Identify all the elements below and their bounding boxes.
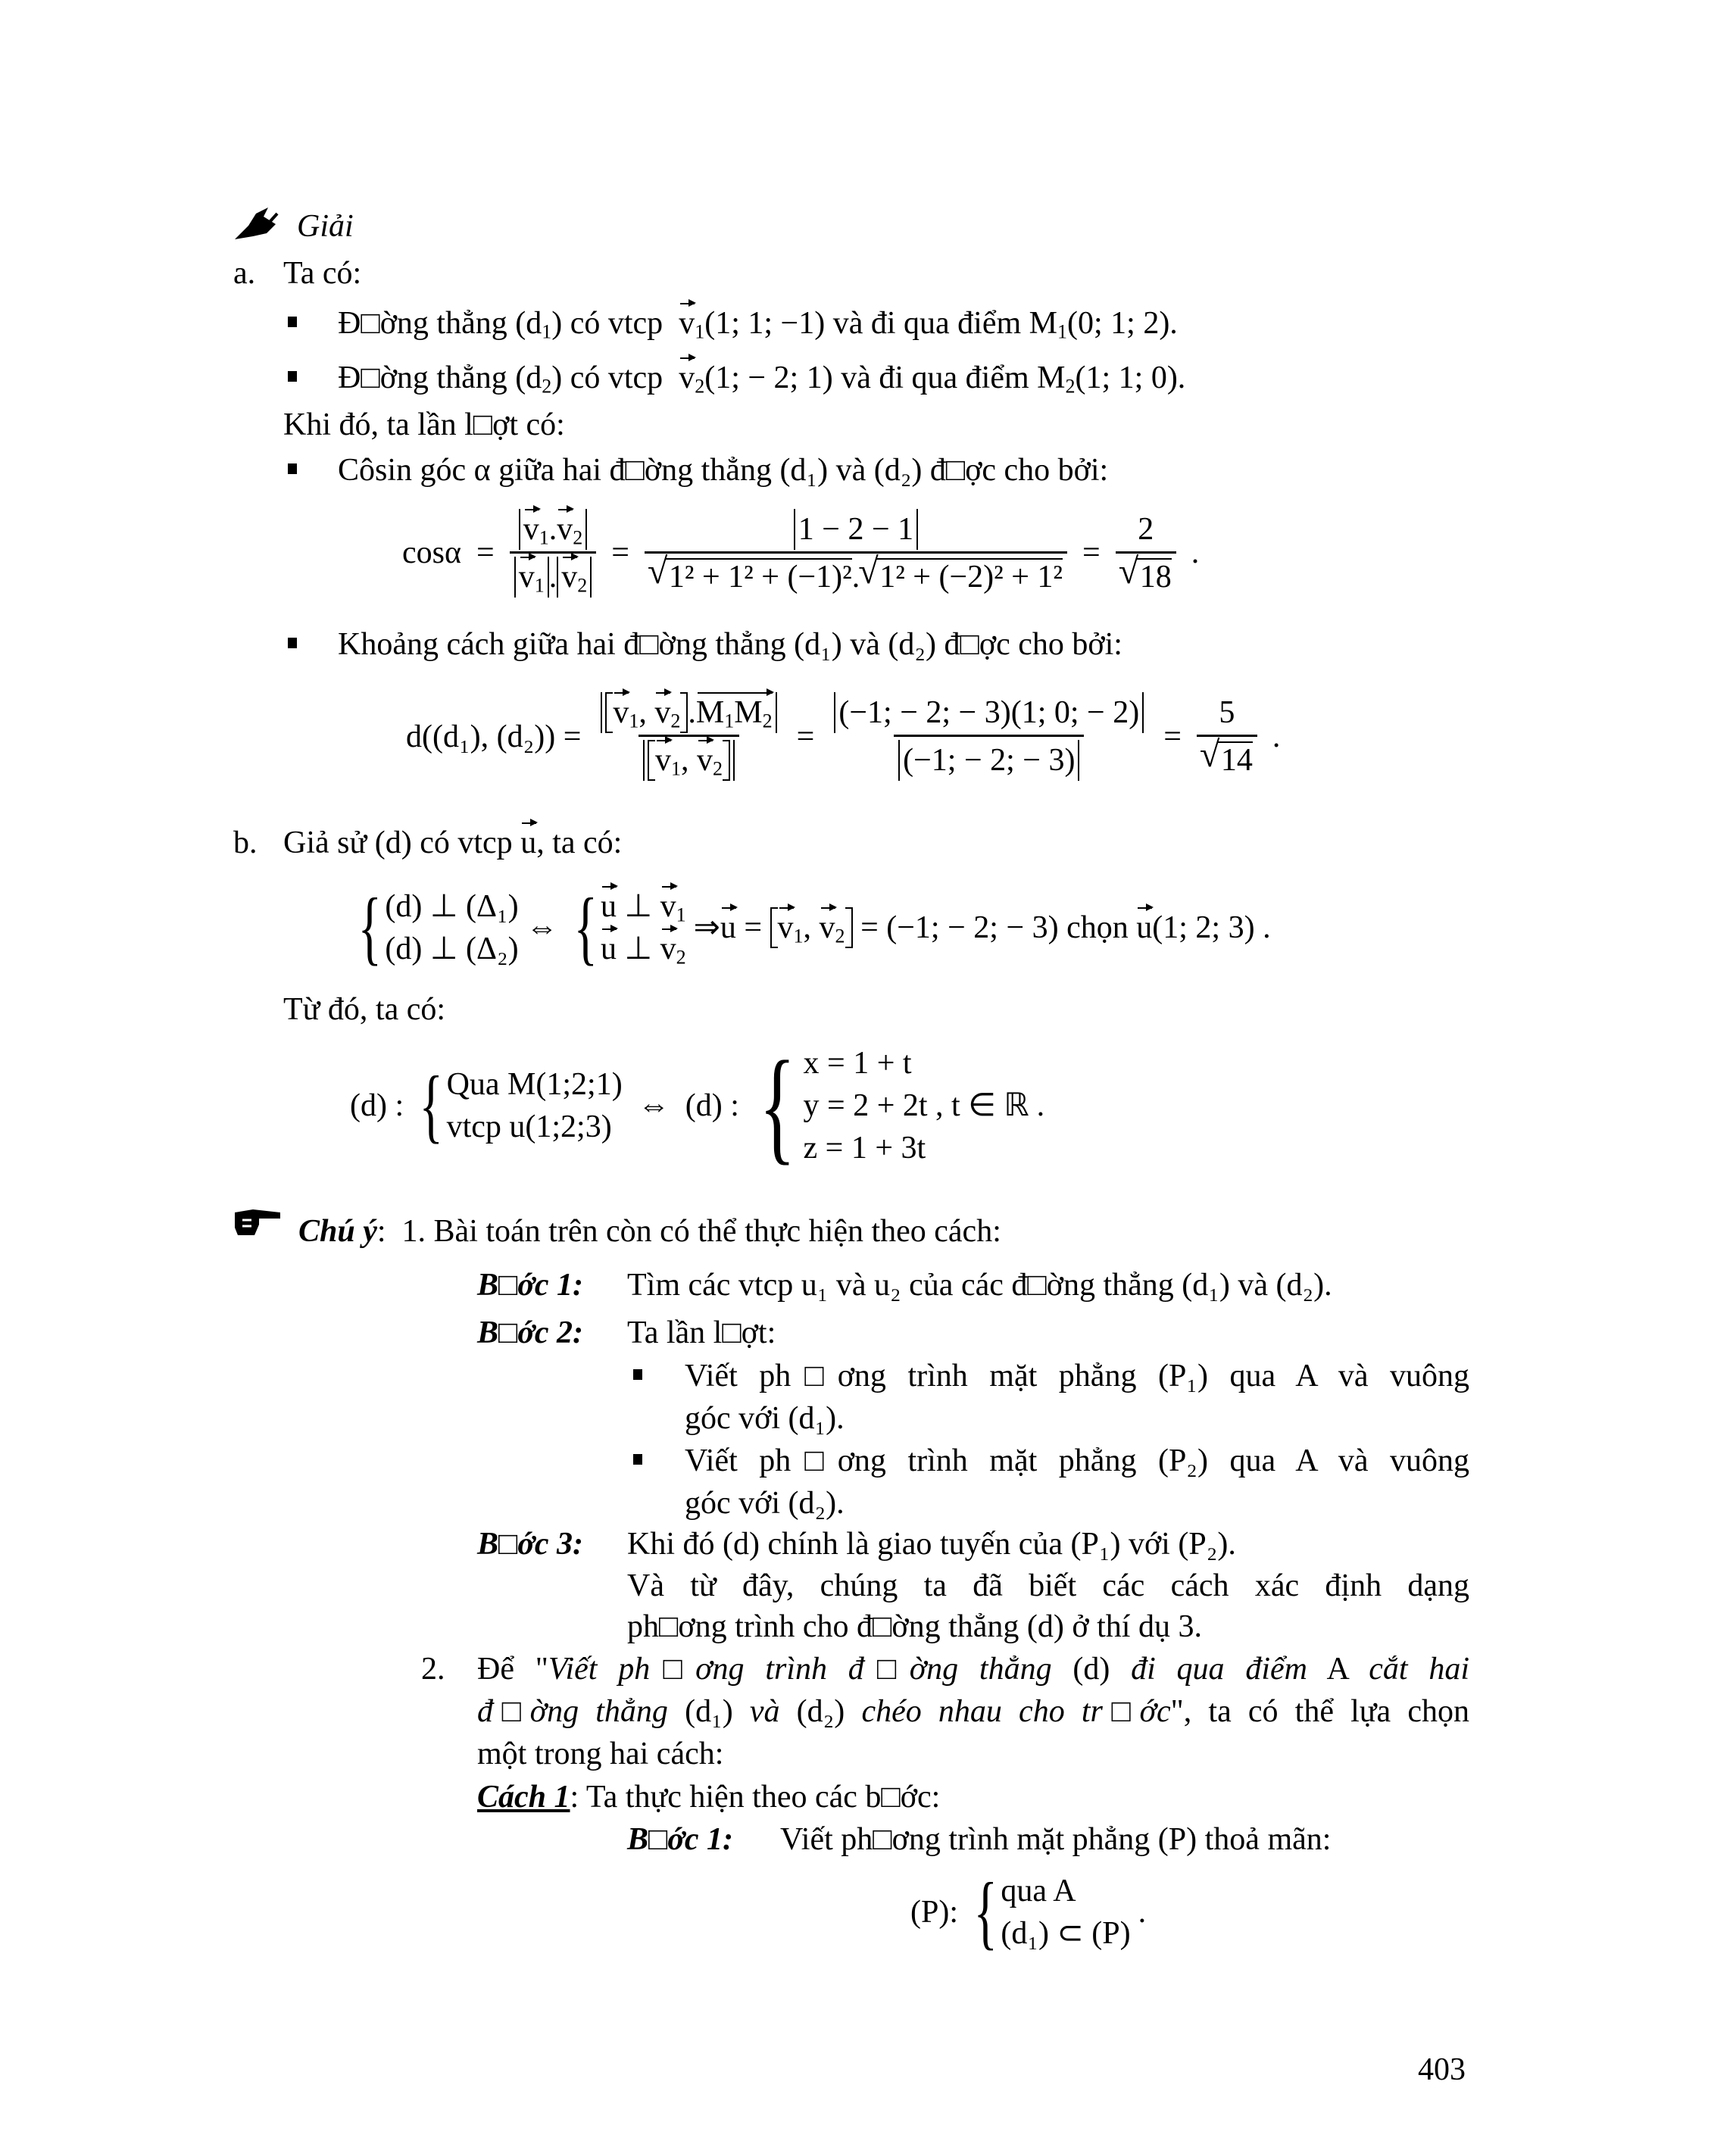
bullet-icon [633, 1369, 642, 1380]
item2-line: một trong hai cách: [477, 1737, 724, 1771]
line-d1: Đ□ờng thẳng $(d_1)$ có vtcp $v_1(1$; 1; −1) và đi qua điểm $M_1(0$; 1; 2). [338, 306, 1178, 343]
dist-intro: Khoảng cách giữa hai đ□ờng thẳng (d₁) và (d₂) đ□ợc cho bởi: [338, 627, 1122, 662]
cos-formula: cosα = $\frac{v_1.v_2}{v_1 . v_2}$ = 1 − 2 − 1 √ 1² + 1² + (−1)².√ 1² + (−2)² + 1² = 2 √ 18 . [402, 492, 1199, 613]
then-text: Khi đó, ta lần l□ợt có: [283, 407, 565, 442]
step-text: Tìm các vtcp u₁ và u₂ của các đ□ờng thẳng (d₁) và (d₂). [627, 1268, 1332, 1303]
step3-line: Và từ đây, chúng ta đã biết các cách xác định dạng [627, 1568, 1469, 1603]
bullet-icon [288, 463, 297, 474]
from-there-text: Từ đó, ta có: [283, 992, 446, 1027]
step2-bullet-line: góc với (d₂). [685, 1486, 845, 1521]
step-text: Viết ph□ơng trình mặt phẳng (P) thoả mãn: [780, 1822, 1332, 1857]
item2-line: đ□ờng thẳng (d₁) và (d₂) chéo nhau cho tr□ớc", ta có thể lựa chọn [477, 1694, 1469, 1729]
bullet-icon [288, 638, 297, 648]
step-text: Ta lần l□ợt: [627, 1315, 776, 1350]
cos-intro: Côsin góc α giữa hai đ□ờng thẳng (d₁) và (d₂) đ□ợc cho bởi: [338, 453, 1109, 488]
bullet-icon [288, 371, 297, 382]
step-label: B□ớc 3: [477, 1527, 584, 1562]
step-text: Khi đó (d) chính là giao tuyến của (P₁) với (P₂). [627, 1527, 1236, 1562]
line-d2: Đ□ờng thẳng $(d_2)$ có vtcp $v_2(1$; − 2; 1) và đi qua điểm $M_2(1$; 1; 0). [338, 360, 1186, 398]
part-a-intro: Ta có: [283, 256, 362, 291]
step3-line: ph□ơng trình cho đ□ờng thẳng (d) ở thí dụ 3. [627, 1609, 1202, 1644]
bullet-icon [288, 317, 297, 327]
step-label: B□ớc 1: [477, 1268, 584, 1303]
method1-line: Cách 1: Ta thực hiện theo các b□ớc: [477, 1780, 941, 1815]
bullet-icon [633, 1454, 642, 1465]
step-label: B□ớc 1: [627, 1822, 734, 1857]
step2-bullet-line: góc với (d₁). [685, 1401, 845, 1436]
part-b-intro: Giả sử (d) có vtcp u, ta có: [283, 825, 623, 860]
step2-bullet-line: Viết ph□ơng trình mặt phẳng (P₁) qua A và vuông [685, 1359, 1469, 1393]
pointing-hand-icon [233, 1208, 283, 1244]
step-label: B□ớc 2: [477, 1315, 584, 1350]
item2-number: 2. [421, 1652, 445, 1687]
note-line: Chú ý: 1. Bài toán trên còn có thể thực hiện theo cách: [298, 1214, 1001, 1249]
plane-system: (P): { qua A (d₁) ⊂ (P) . [910, 1866, 1147, 1958]
line-equation-system: (d) : { Qua M(1;2;1) vtcp u(1;2;3) ⇔ (d) : { x = 1 + t y = 2 + 2t , t ∈ ℝ z = 1 + 3t . [350, 1035, 1045, 1176]
page-number: 403 [1418, 2052, 1466, 2087]
distance-formula: d((d₁), (d₂)) = $\frac{v_1, v_2 .M_1M_2}{v_1, v_2}$ = $\frac{(-1; - 2; - 3)(1; 0; - 2)}{(-1; - 2; - 3)}$ = 5 √ 14 . [406, 670, 1280, 803]
part-b-label: b. [233, 825, 258, 860]
writing-hand-icon [233, 206, 280, 247]
item2-line: Để "Viết ph□ơng trình đ□ờng thẳng (d) đi qua điểm A cắt hai [477, 1652, 1470, 1687]
step2-bullet-line: Viết ph□ơng trình mặt phẳng (P₂) qua A và vuông [685, 1443, 1469, 1478]
part-a-label: a. [233, 256, 256, 291]
perpendicular-system: { (d) ⊥ (Δ₁) (d) ⊥ (Δ₂) ⇔ { u ⊥ $v_1$ u ⊥ $v_2$ ⇒u = $v_1$, $v_2 = (-1$; − 2; − 3) chọn u(1; 2; 3) . [358, 882, 1271, 974]
solution-heading: Giải [297, 209, 354, 244]
